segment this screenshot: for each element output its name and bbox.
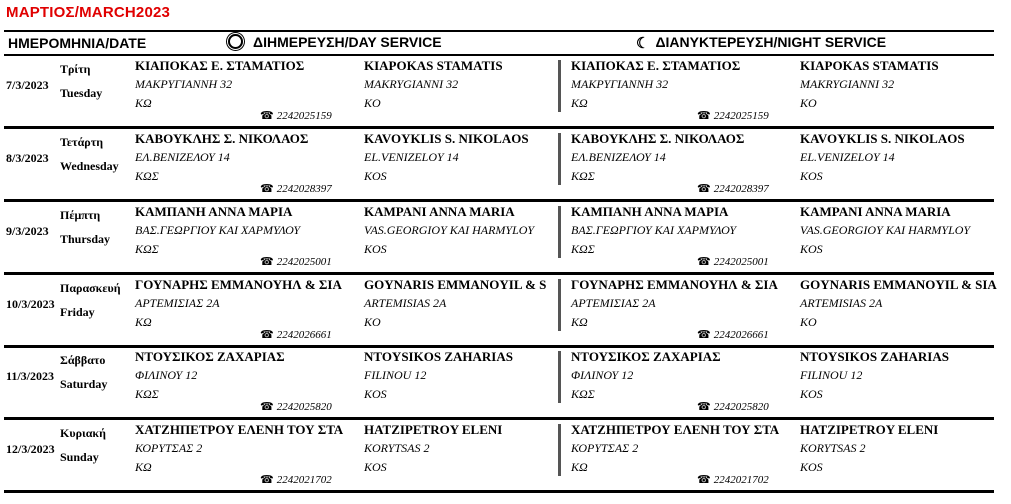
day-phone xyxy=(260,182,332,195)
phone-number: 2242025820 xyxy=(276,401,332,413)
pharmacy-name: KAVOYKLIS S. NIKOLAOS xyxy=(800,131,965,146)
night-phone xyxy=(697,473,769,486)
row-divider xyxy=(4,490,994,493)
pharmacy-city: ΚΩ xyxy=(571,460,588,474)
pharmacy-city: KOS xyxy=(800,387,823,401)
pharmacy-name: ΓΟΥΝΑΡΗΣ ΕΜΜΑΝΟΥΗΛ & ΣΙΑ xyxy=(571,277,778,292)
pharmacy-name: ΚΙΑΠΟΚΑΣ Ε. ΣΤΑΜΑΤΙΟΣ xyxy=(571,58,741,73)
pharmacy-address: ΕΛ.ΒΕΝΙΖΕΛΟΥ 14 xyxy=(135,150,230,164)
day-pharmacy-english xyxy=(364,131,529,184)
column-divider xyxy=(558,206,561,258)
table-row xyxy=(4,420,994,493)
day-pharmacy-greek xyxy=(135,277,342,330)
pharmacy-name: ΚΑΒΟΥΚΛΗΣ Σ. ΝΙΚΟΛΑΟΣ xyxy=(135,131,309,146)
phone-icon: ☎ xyxy=(260,401,274,413)
pharmacy-address: ΜΑΚΡΥΓΙΑΝΝΗ 32 xyxy=(135,77,233,91)
pharmacy-name: NTOYSIKOS ZAHARIAS xyxy=(800,349,949,364)
pharmacy-address: ΒΑΣ.ΓΕΩΡΓΙΟΥ ΚΑΙ ΧΑΡΜΥΛΟΥ xyxy=(135,223,301,237)
table-row xyxy=(4,56,994,129)
phone-number: 2242028397 xyxy=(276,183,332,195)
pharmacy-address: ΑΡΤΕΜΙΣΙΑΣ 2Α xyxy=(135,296,220,310)
day-pharmacy-english xyxy=(364,422,502,475)
pharmacy-address: KORYTSAS 2 xyxy=(364,441,430,455)
date-cell: 8/3/2023 xyxy=(6,151,49,165)
night-pharmacy-greek xyxy=(571,58,740,111)
day-pharmacy-greek xyxy=(135,58,304,111)
phone-number: 2242028397 xyxy=(713,183,769,195)
night-pharmacy-greek xyxy=(571,204,736,257)
weekday-english: Tuesday xyxy=(60,86,103,100)
pharmacy-name: ΚΑΒΟΥΚΛΗΣ Σ. ΝΙΚΟΛΑΟΣ xyxy=(571,131,745,146)
pharmacy-address: EL.VENIZELOY 14 xyxy=(800,150,895,164)
column-divider xyxy=(558,279,561,331)
pharmacy-address: EL.VENIZELOY 14 xyxy=(364,150,459,164)
pharmacy-city: KOS xyxy=(364,460,387,474)
pharmacy-address: ΒΑΣ.ΓΕΩΡΓΙΟΥ ΚΑΙ ΧΑΡΜΥΛΟΥ xyxy=(571,223,737,237)
phone-number: 2242025820 xyxy=(713,401,769,413)
pharmacy-name: KAVOYKLIS S. NIKOLAOS xyxy=(364,131,529,146)
pharmacy-address: FILINOU 12 xyxy=(364,368,427,382)
pharmacy-address: ARTEMISIAS 2A xyxy=(800,296,883,310)
day-phone xyxy=(260,400,332,413)
pharmacy-name: KAMPANI ANNA MARIA xyxy=(800,204,951,219)
pharmacy-address: MAKRYGIANNI 32 xyxy=(364,77,459,91)
pharmacy-city: ΚΩ xyxy=(571,96,588,110)
pharmacy-name: ΝΤΟΥΣΙΚΟΣ ΖΑΧΑΡΙΑΣ xyxy=(135,349,285,364)
date-column-header: ΗΜΕΡΟΜΗΝΙΑ/DATE xyxy=(8,35,147,51)
pharmacy-city: ΚΩΣ xyxy=(135,169,159,183)
pharmacy-name: HATZIPETROY ELENI xyxy=(364,422,503,437)
phone-icon: ☎ xyxy=(697,110,711,122)
day-service-header xyxy=(228,34,442,50)
night-pharmacy-english xyxy=(800,349,949,402)
pharmacy-name: ΧΑΤΖΗΠΕΤΡΟΥ ΕΛΕΝΗ ΤΟΥ ΣΤΑ xyxy=(571,422,780,437)
column-divider xyxy=(558,424,561,476)
phone-number: 2242026661 xyxy=(713,329,769,341)
pharmacy-city: KOS xyxy=(800,460,823,474)
pharmacy-city: KO xyxy=(800,315,817,329)
pharmacy-address: ΦΙΛΙΝΟΥ 12 xyxy=(571,368,634,382)
phone-icon: ☎ xyxy=(697,256,711,268)
phone-icon: ☎ xyxy=(260,474,274,486)
day-pharmacy-greek xyxy=(135,349,285,402)
weekday-greek: Τετάρτη xyxy=(60,135,104,149)
night-pharmacy-greek xyxy=(571,131,744,184)
phone-number: 2242025159 xyxy=(276,110,332,122)
night-phone xyxy=(697,109,769,122)
pharmacy-city: ΚΩ xyxy=(135,315,152,329)
night-pharmacy-english xyxy=(800,131,965,184)
pharmacy-address: VAS.GEORGIOY KAI HARMYLOY xyxy=(364,223,535,237)
table-row xyxy=(4,347,994,420)
phone-number: 2242025159 xyxy=(713,110,769,122)
night-pharmacy-greek xyxy=(571,277,778,330)
pharmacy-city: KOS xyxy=(800,169,823,183)
phone-icon: ☎ xyxy=(697,474,711,486)
pharmacy-name: KIAPOKAS STAMATIS xyxy=(800,58,939,73)
phone-icon: ☎ xyxy=(697,329,711,341)
phone-number: 2242026661 xyxy=(276,329,332,341)
column-divider xyxy=(558,133,561,185)
pharmacy-city: ΚΩΣ xyxy=(571,169,595,183)
night-service-header xyxy=(636,34,886,52)
pharmacy-city: ΚΩΣ xyxy=(571,242,595,256)
weekday-english: Wednesday xyxy=(60,159,119,173)
pharmacy-city: KOS xyxy=(364,169,387,183)
night-phone xyxy=(697,255,769,268)
date-cell: 11/3/2023 xyxy=(6,369,55,383)
sun-icon xyxy=(228,34,243,49)
date-cell: 12/3/2023 xyxy=(6,442,55,456)
pharmacy-name: ΧΑΤΖΗΠΕΤΡΟΥ ΕΛΕΝΗ ΤΟΥ ΣΤΑ xyxy=(135,422,344,437)
pharmacy-address: MAKRYGIANNI 32 xyxy=(800,77,895,91)
pharmacy-name: ΚΑΜΠΑΝΗ ΑΝΝΑ ΜΑΡΙΑ xyxy=(135,204,293,219)
pharmacy-city: KO xyxy=(364,96,381,110)
pharmacy-city: ΚΩ xyxy=(135,460,152,474)
pharmacy-name: ΓΟΥΝΑΡΗΣ ΕΜΜΑΝΟΥΗΛ & ΣΙΑ xyxy=(135,277,342,292)
weekday-greek: Σάββατο xyxy=(60,353,106,367)
weekday-greek: Παρασκευή xyxy=(60,281,121,295)
pharmacy-city: KOS xyxy=(364,242,387,256)
day-phone xyxy=(260,328,332,341)
pharmacy-address: ΚΟΡΥΤΣΑΣ 2 xyxy=(135,441,203,455)
pharmacy-name: ΝΤΟΥΣΙΚΟΣ ΖΑΧΑΡΙΑΣ xyxy=(571,349,721,364)
pharmacy-address: VAS.GEORGIOY KAI HARMYLOY xyxy=(800,223,971,237)
pharmacy-name: KAMPANI ANNA MARIA xyxy=(364,204,515,219)
phone-icon: ☎ xyxy=(260,256,274,268)
pharmacy-city: KOS xyxy=(800,242,823,256)
weekday-english: Friday xyxy=(60,305,95,319)
night-pharmacy-greek xyxy=(571,422,779,475)
pharmacy-name: KIAPOKAS STAMATIS xyxy=(364,58,503,73)
moon-icon: ☾ xyxy=(636,35,650,52)
pharmacy-city: ΚΩΣ xyxy=(571,387,595,401)
pharmacy-city: KOS xyxy=(364,387,387,401)
date-cell: 7/3/2023 xyxy=(6,78,49,92)
date-cell: 9/3/2023 xyxy=(6,224,49,238)
weekday-english: Sunday xyxy=(60,450,99,464)
day-pharmacy-english xyxy=(364,204,534,257)
weekday-english: Saturday xyxy=(60,377,108,391)
phone-icon: ☎ xyxy=(697,183,711,195)
pharmacy-address: ΜΑΚΡΥΓΙΑΝΝΗ 32 xyxy=(571,77,669,91)
pharmacy-address: FILINOU 12 xyxy=(800,368,863,382)
pharmacy-address: KORYTSAS 2 xyxy=(800,441,866,455)
pharmacy-address: ARTEMISIAS 2A xyxy=(364,296,447,310)
phone-number: 2242021702 xyxy=(276,474,332,486)
night-pharmacy-english xyxy=(800,422,938,475)
night-phone xyxy=(697,182,769,195)
day-pharmacy-greek xyxy=(135,422,343,475)
pharmacy-name: HATZIPETROY ELENI xyxy=(800,422,939,437)
day-service-label: ΔΙΗΜΕΡΕΥΣΗ/DAY SERVICE xyxy=(253,34,442,50)
night-phone xyxy=(697,328,769,341)
weekday-english: Thursday xyxy=(60,232,111,246)
phone-icon: ☎ xyxy=(697,401,711,413)
phone-icon: ☎ xyxy=(260,110,274,122)
pharmacy-address: ΕΛ.ΒΕΝΙΖΕΛΟΥ 14 xyxy=(571,150,666,164)
pharmacy-address: ΑΡΤΕΜΙΣΙΑΣ 2Α xyxy=(571,296,656,310)
page-title: ΜΑΡΤΙΟΣ/MARCH2023 xyxy=(6,4,171,21)
pharmacy-name: NTOYSIKOS ZAHARIAS xyxy=(364,349,513,364)
night-service-label: ΔΙΑΝΥΚΤΕΡΕΥΣΗ/NIGHT SERVICE xyxy=(655,34,887,50)
pharmacy-name: ΚΙΑΠΟΚΑΣ Ε. ΣΤΑΜΑΤΙΟΣ xyxy=(135,58,305,73)
weekday-greek: Κυριακή xyxy=(60,426,106,440)
day-pharmacy-english xyxy=(364,277,546,330)
night-pharmacy-english xyxy=(800,277,997,330)
pharmacy-name: GOYNARIS EMMANOYIL & S xyxy=(364,277,547,292)
pharmacy-address: ΦΙΛΙΝΟΥ 12 xyxy=(135,368,198,382)
phone-icon: ☎ xyxy=(260,183,274,195)
pharmacy-city: ΚΩΣ xyxy=(135,387,159,401)
pharmacy-city: ΚΩΣ xyxy=(135,242,159,256)
phone-number: 2242025001 xyxy=(713,256,769,268)
table-row xyxy=(4,129,994,202)
table-row xyxy=(4,275,997,348)
date-cell: 10/3/2023 xyxy=(6,297,55,311)
weekday-greek: Πέμπτη xyxy=(60,208,101,222)
day-phone xyxy=(260,109,332,122)
column-divider xyxy=(558,60,561,112)
night-pharmacy-greek xyxy=(571,349,721,402)
pharmacy-city: KO xyxy=(364,315,381,329)
day-pharmacy-english xyxy=(364,58,503,111)
pharmacy-name: GOYNARIS EMMANOYIL & SIA xyxy=(800,277,997,292)
day-phone xyxy=(260,255,332,268)
pharmacy-city: ΚΩ xyxy=(571,315,588,329)
phone-icon: ☎ xyxy=(260,329,274,341)
day-pharmacy-greek xyxy=(135,204,300,257)
night-phone xyxy=(697,400,769,413)
column-divider xyxy=(558,351,561,403)
night-pharmacy-english xyxy=(800,58,939,111)
table-row xyxy=(4,202,994,275)
phone-number: 2242025001 xyxy=(276,256,332,268)
night-pharmacy-english xyxy=(800,204,970,257)
weekday-greek: Τρίτη xyxy=(60,62,91,76)
table-header xyxy=(4,30,994,56)
pharmacy-city: ΚΩ xyxy=(135,96,152,110)
pharmacy-address: ΚΟΡΥΤΣΑΣ 2 xyxy=(571,441,639,455)
pharmacy-name: ΚΑΜΠΑΝΗ ΑΝΝΑ ΜΑΡΙΑ xyxy=(571,204,729,219)
phone-number: 2242021702 xyxy=(713,474,769,486)
day-pharmacy-greek xyxy=(135,131,308,184)
day-pharmacy-english xyxy=(364,349,513,402)
day-phone xyxy=(260,473,332,486)
pharmacy-city: KO xyxy=(800,96,817,110)
